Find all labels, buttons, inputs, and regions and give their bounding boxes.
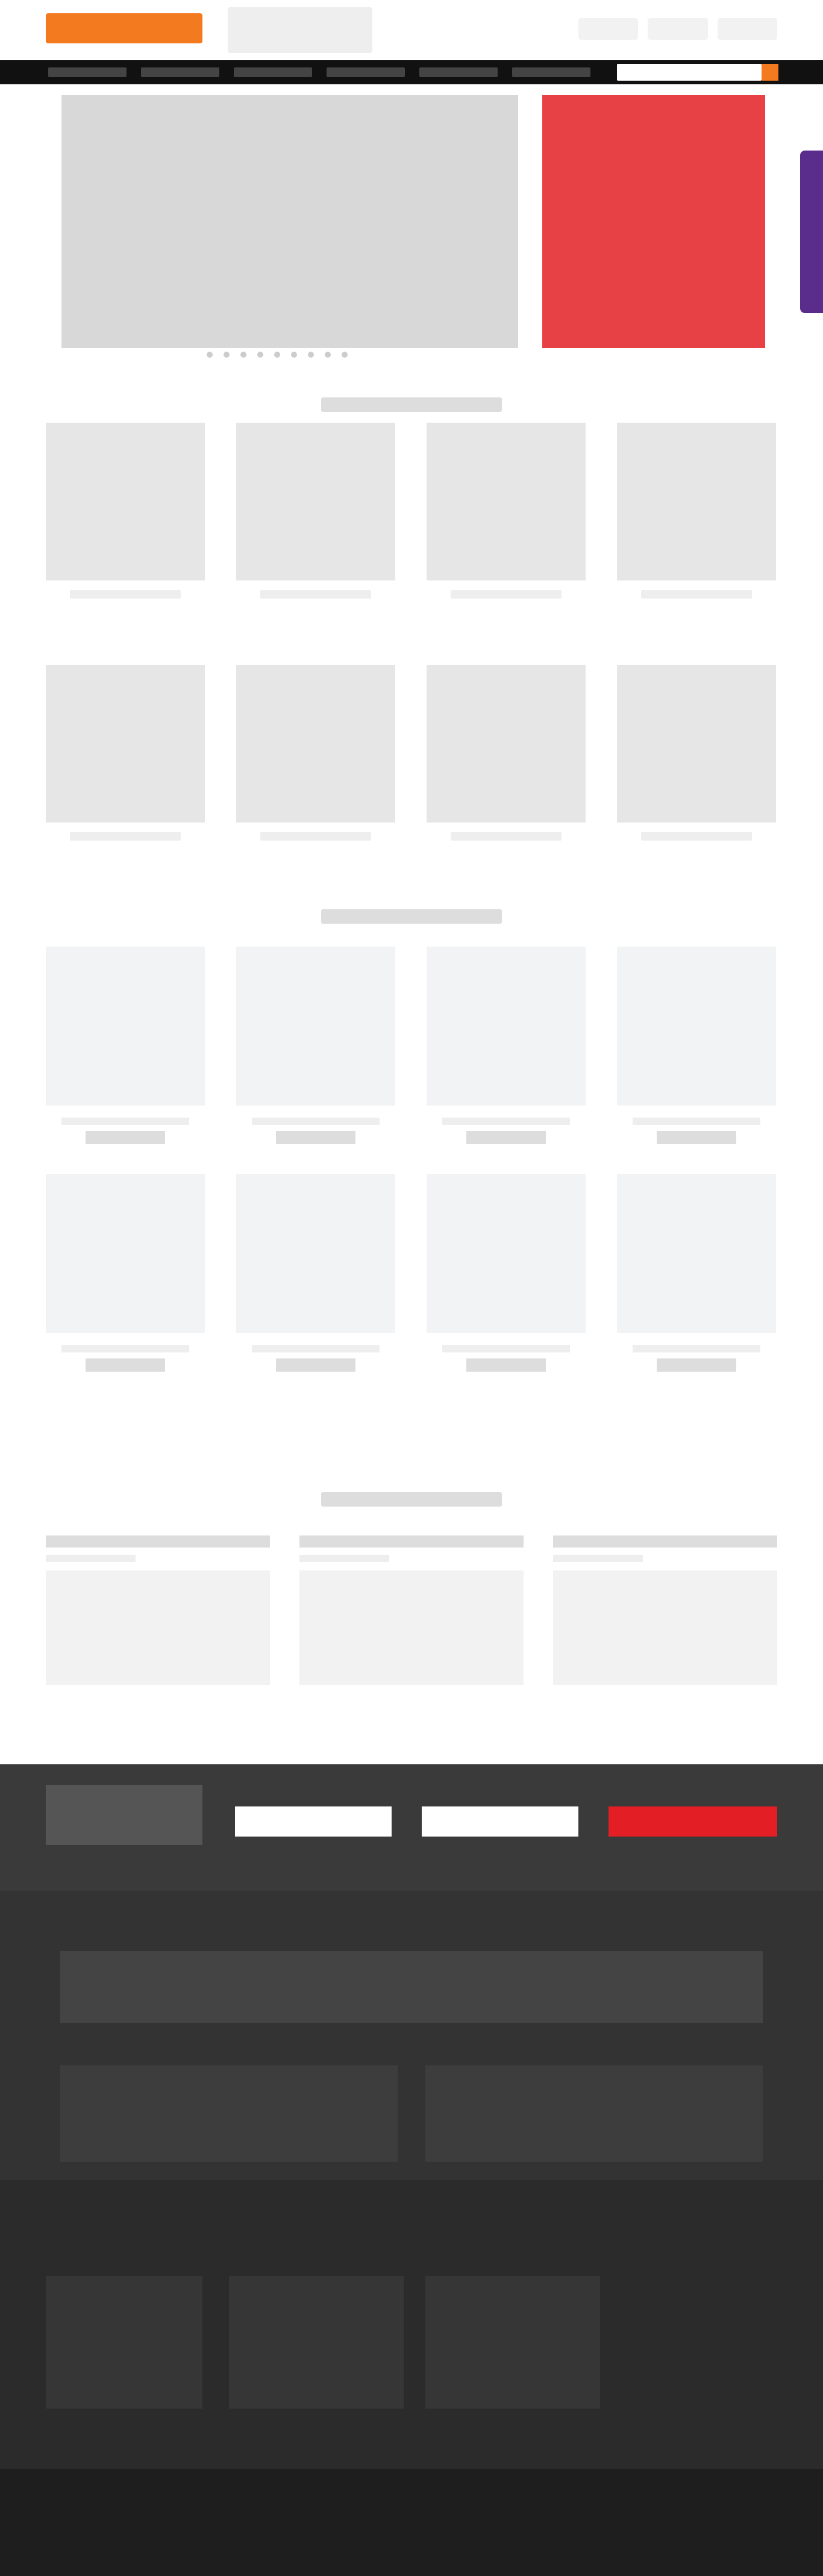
- dealer-features-left: [60, 2065, 398, 2162]
- section-title-popular-sections: [321, 397, 502, 412]
- slider-dots[interactable]: [187, 352, 368, 358]
- popular-sections-grid: [46, 423, 776, 841]
- product-card[interactable]: [236, 1174, 395, 1372]
- news-list: [46, 1535, 777, 1685]
- category-tile[interactable]: [427, 665, 586, 841]
- site-footer: [0, 2180, 823, 2469]
- category-tile[interactable]: [617, 423, 776, 599]
- nav-item[interactable]: [48, 67, 127, 77]
- compare-link[interactable]: [578, 18, 638, 40]
- nav-item[interactable]: [234, 67, 312, 77]
- product-card[interactable]: [617, 1174, 776, 1372]
- side-tab[interactable]: [800, 151, 823, 313]
- category-tile[interactable]: [236, 665, 395, 841]
- category-tile[interactable]: [46, 665, 205, 841]
- email-input[interactable]: [422, 1806, 578, 1837]
- category-tile[interactable]: [46, 423, 205, 599]
- popular-products-grid: [46, 947, 776, 1372]
- product-card[interactable]: [617, 947, 776, 1144]
- dealer-block: [0, 1891, 823, 2180]
- site-logo[interactable]: [46, 13, 202, 43]
- subscribe-button[interactable]: [609, 1806, 777, 1837]
- cart-link[interactable]: [648, 18, 707, 40]
- dealer-heading: [60, 1951, 763, 2023]
- search-input[interactable]: [617, 64, 762, 81]
- hero-slider-image[interactable]: [61, 95, 518, 348]
- subscribe-text: [46, 1785, 202, 1845]
- footer-info-column: [425, 2276, 600, 2409]
- header-actions: [578, 18, 777, 40]
- news-item[interactable]: [553, 1535, 777, 1685]
- product-card[interactable]: [236, 947, 395, 1144]
- footer-bottom: [0, 2469, 823, 2576]
- search-button[interactable]: [762, 64, 778, 81]
- login-link[interactable]: [718, 18, 777, 40]
- category-tile[interactable]: [236, 423, 395, 599]
- category-tile[interactable]: [617, 665, 776, 841]
- nav-item[interactable]: [141, 67, 219, 77]
- product-card[interactable]: [427, 1174, 586, 1372]
- nav-item[interactable]: [327, 67, 405, 77]
- footer-catalog-column-2: [229, 2276, 404, 2409]
- news-item[interactable]: [299, 1535, 524, 1685]
- section-title-popular-products: [321, 909, 502, 924]
- dealer-features-right: [425, 2065, 763, 2162]
- contact-block: [228, 7, 372, 53]
- site-header: [0, 0, 823, 60]
- product-card[interactable]: [46, 1174, 205, 1372]
- news-item[interactable]: [46, 1535, 270, 1685]
- footer-catalog-column: [46, 2276, 202, 2409]
- section-title-news: [321, 1492, 502, 1507]
- product-card[interactable]: [46, 947, 205, 1144]
- promo-banner[interactable]: [542, 95, 765, 348]
- nav-item[interactable]: [419, 67, 498, 77]
- nav-item[interactable]: [512, 67, 590, 77]
- name-input[interactable]: [235, 1806, 392, 1837]
- category-tile[interactable]: [427, 423, 586, 599]
- subscribe-block: [0, 1764, 823, 1891]
- product-card[interactable]: [427, 947, 586, 1144]
